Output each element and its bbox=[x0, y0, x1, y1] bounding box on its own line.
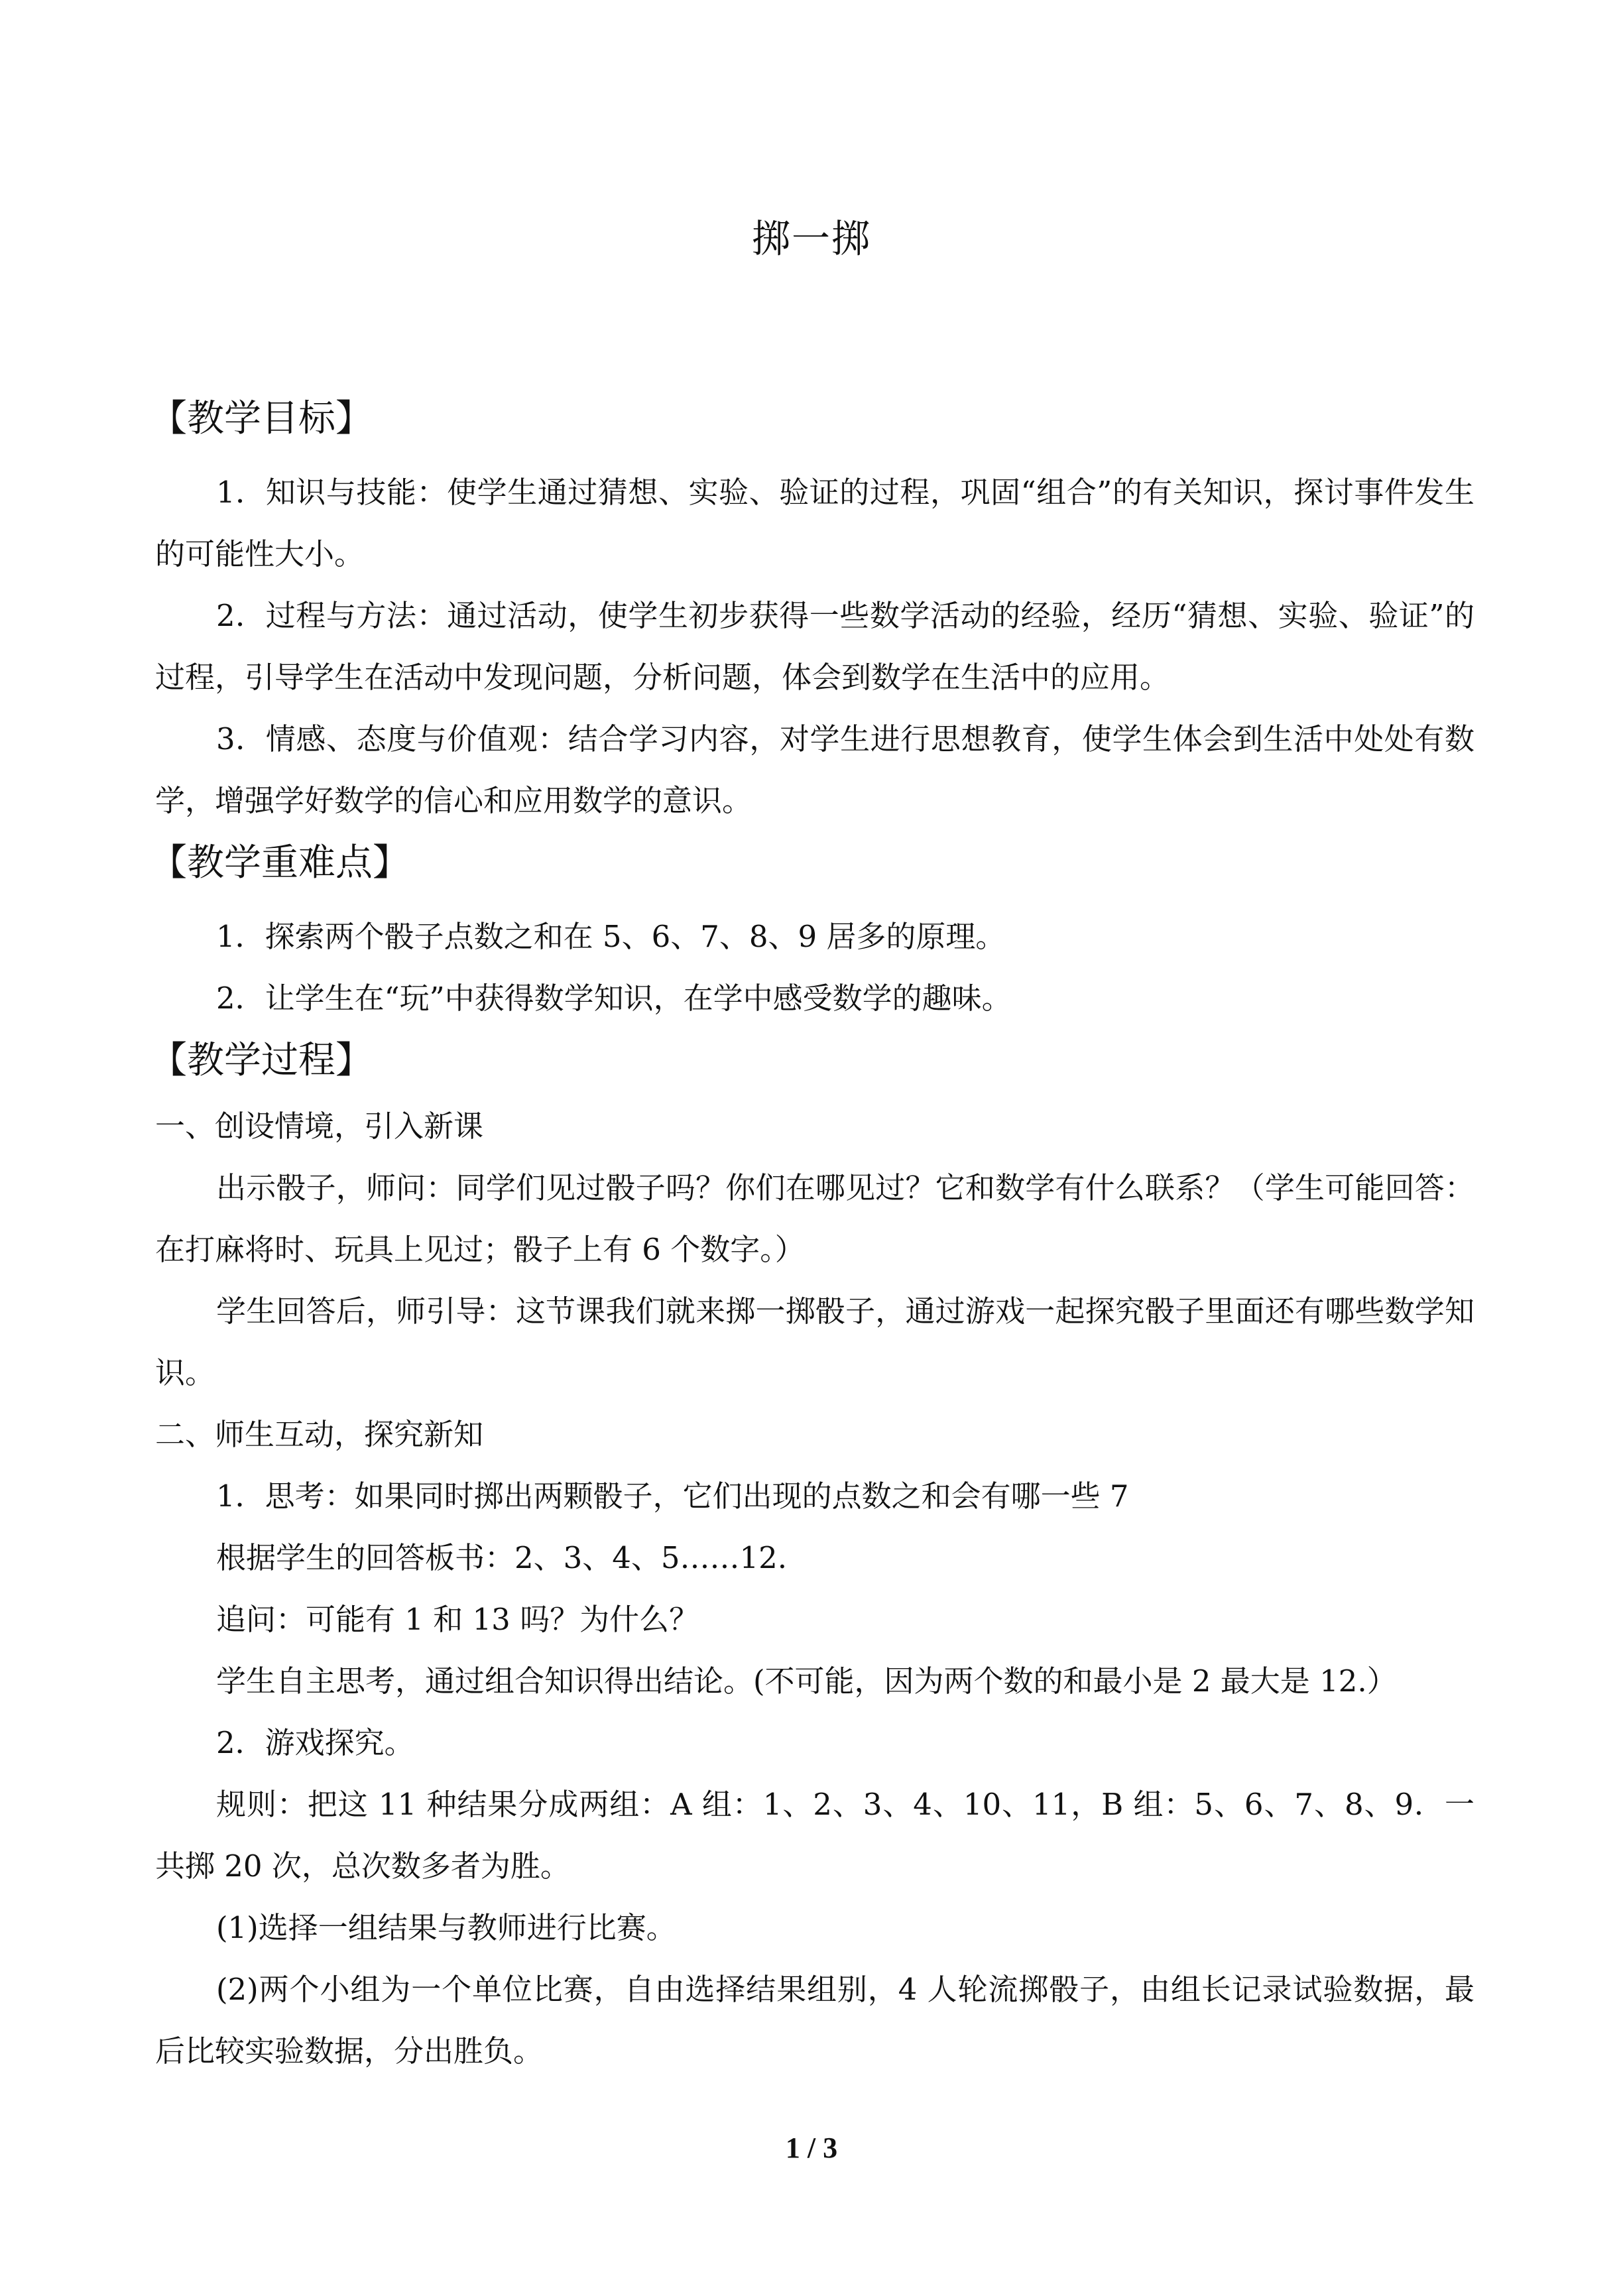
part1-paragraph-1: 出示骰子，师问：同学们见过骰子吗？你们在哪见过？它和数学有什么联系？（学生可能回答：在打麻将时、玩具上见过；骰子上有 6 个数字。） bbox=[155, 1170, 1474, 1267]
part1-title: 一、创设情境，引入新课 bbox=[155, 1109, 484, 1144]
goal-paragraph-2: 2．过程与方法：通过活动，使学生初步获得一些数学活动的经验，经历“猜想、实验、验证”的过程，引导学生在活动中发现问题，分析问题，体会到数学在生活中的应用。 bbox=[155, 598, 1474, 695]
goal-paragraph-3: 3．情感、态度与价值观：结合学习内容，对学生进行思想教育，使学生体会到生活中处处有数学，增强学好数学的信心和应用数学的意识。 bbox=[155, 721, 1474, 818]
part2-paragraph-6: 规则：把这 11 种结果分成两组：A 组：1、2、3、4、10、11，B 组：5、6、7、8、9．一共掷 20 次，总次数多者为胜。 bbox=[155, 1787, 1474, 1884]
part2-paragraph-8: (2)两个小组为一个单位比赛，自由选择结果组别，4 人轮流掷骰子，由组长记录试验数据，最后比较实验数据，分出胜负。 bbox=[155, 1972, 1474, 2069]
key-point-2: 2．让学生在“玩”中获得数学知识，在学中感受数学的趣味。 bbox=[216, 981, 1012, 1016]
key-point-1: 1．探索两个骰子点数之和在 5、6、7、8、9 居多的原理。 bbox=[216, 919, 1006, 954]
document-body bbox=[150, 387, 1474, 2082]
goal-paragraph-1: 1．知识与技能：使学生通过猜想、实验、验证的过程，巩固“组合”的有关知识，探讨事件发生的可能性大小。 bbox=[155, 475, 1474, 572]
part2-paragraph-4: 学生自主思考，通过组合知识得出结论。(不可能，因为两个数的和最小是 2 最大是 12.） bbox=[216, 1663, 1397, 1699]
part2-paragraph-5: 2．游戏探究。 bbox=[216, 1725, 414, 1760]
part1-paragraph-2: 学生回答后，师引导：这节课我们就来掷一掷骰子，通过游戏一起探究骰子里面还有哪些数学知识。 bbox=[155, 1294, 1474, 1390]
page-number: 1 / 3 bbox=[785, 2132, 838, 2164]
part2-paragraph-7: (1)选择一组结果与教师进行比赛。 bbox=[216, 1910, 676, 1945]
part2-paragraph-3: 追问：可能有 1 和 13 吗？为什么？ bbox=[216, 1602, 699, 1637]
section-heading-key-points: 【教学重难点】 bbox=[150, 841, 410, 884]
section-heading-process: 【教学过程】 bbox=[150, 1039, 373, 1082]
document-title: 掷一掷 bbox=[751, 216, 871, 261]
section-heading-goals: 【教学目标】 bbox=[150, 397, 373, 440]
part2-paragraph-2: 根据学生的回答板书：2、3、4、5……12. bbox=[216, 1540, 788, 1575]
part2-title: 二、师生互动，探究新知 bbox=[155, 1417, 484, 1452]
part2-paragraph-1: 1．思考：如果同时掷出两颗骰子，它们出现的点数之和会有哪一些 7 bbox=[216, 1479, 1129, 1514]
